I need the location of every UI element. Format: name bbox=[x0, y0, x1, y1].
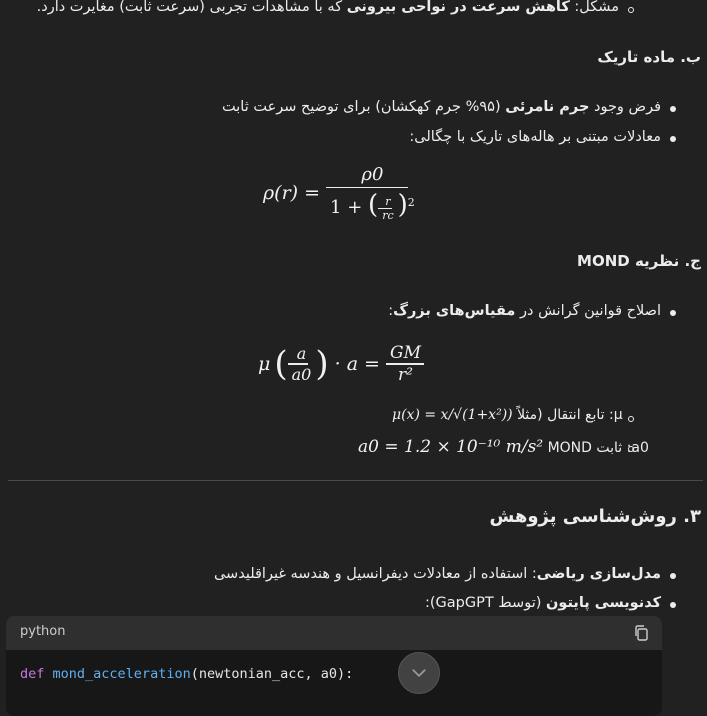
code-language-label: python bbox=[20, 624, 66, 639]
scroll-to-bottom-button[interactable] bbox=[398, 652, 440, 694]
bullet bbox=[670, 310, 676, 316]
sub-bullet-circle bbox=[628, 416, 634, 422]
chevron-down-icon bbox=[399, 653, 439, 693]
bullet bbox=[670, 106, 676, 112]
bullet bbox=[670, 136, 676, 142]
copy-icon[interactable] bbox=[634, 625, 648, 641]
section-b-heading: ب. ماده تاریک bbox=[597, 48, 701, 66]
dark-matter-item-1: فرض وجود جرم نامرئی (۹۵% جرم کهکشان) برای توضیح سرعت ثابت bbox=[222, 99, 661, 115]
bullet bbox=[670, 602, 676, 608]
bullet bbox=[670, 573, 676, 579]
mond-formula: μ ( $\frac{a}{a0}$ ) · a = $\frac{GM}{\text{r²}}$ bbox=[258, 336, 425, 392]
code-block bbox=[6, 616, 662, 716]
density-formula: ρ(r) = ρ0 1 + ( $\frac{r}{rc}$ )$^2$ bbox=[263, 158, 419, 228]
methodology-item-2: کدنویسی پایتون (توسط GapGPT): bbox=[424, 595, 661, 611]
code-line[interactable]: def mond_acceleration(newtonian_acc, a0): bbox=[20, 666, 354, 682]
problem-line: مشکل: کاهش سرعت در نواحی بیرونی که با مشاهدات تجربی (سرعت ثابت) مغایرت دارد. bbox=[36, 0, 619, 15]
dark-matter-item-2: معادلات مبتنی بر هاله‌های تاریک با چگالی: bbox=[409, 129, 661, 145]
methodology-item-1: مدل‌سازی ریاضی: استفاده از معادلات دیفرانسیل و هندسه غیراقلیدسی bbox=[213, 566, 661, 582]
section-divider bbox=[8, 480, 703, 481]
section-3-heading: ۳. روش‌شناسی پژوهش bbox=[489, 506, 701, 527]
code-block-header bbox=[6, 616, 662, 650]
section-c-heading: ج. نظریه MOND bbox=[577, 252, 701, 270]
a0-definition: a0: ثابت MOND a0 = 1.2 × 10⁻¹⁰ m/s² bbox=[358, 437, 649, 457]
mond-item-1: اصلاح قوانین گرانش در مقیاس‌های بزرگ: bbox=[388, 303, 661, 319]
sub-bullet-circle bbox=[628, 7, 634, 13]
density-fraction: ρ0 1 + ( $\frac{r}{rc}$ )$^2$ bbox=[326, 164, 419, 222]
mu-definition: μ: تابع انتقال (مثلاً μ(x) = x/√(1+x²)) bbox=[392, 407, 623, 423]
